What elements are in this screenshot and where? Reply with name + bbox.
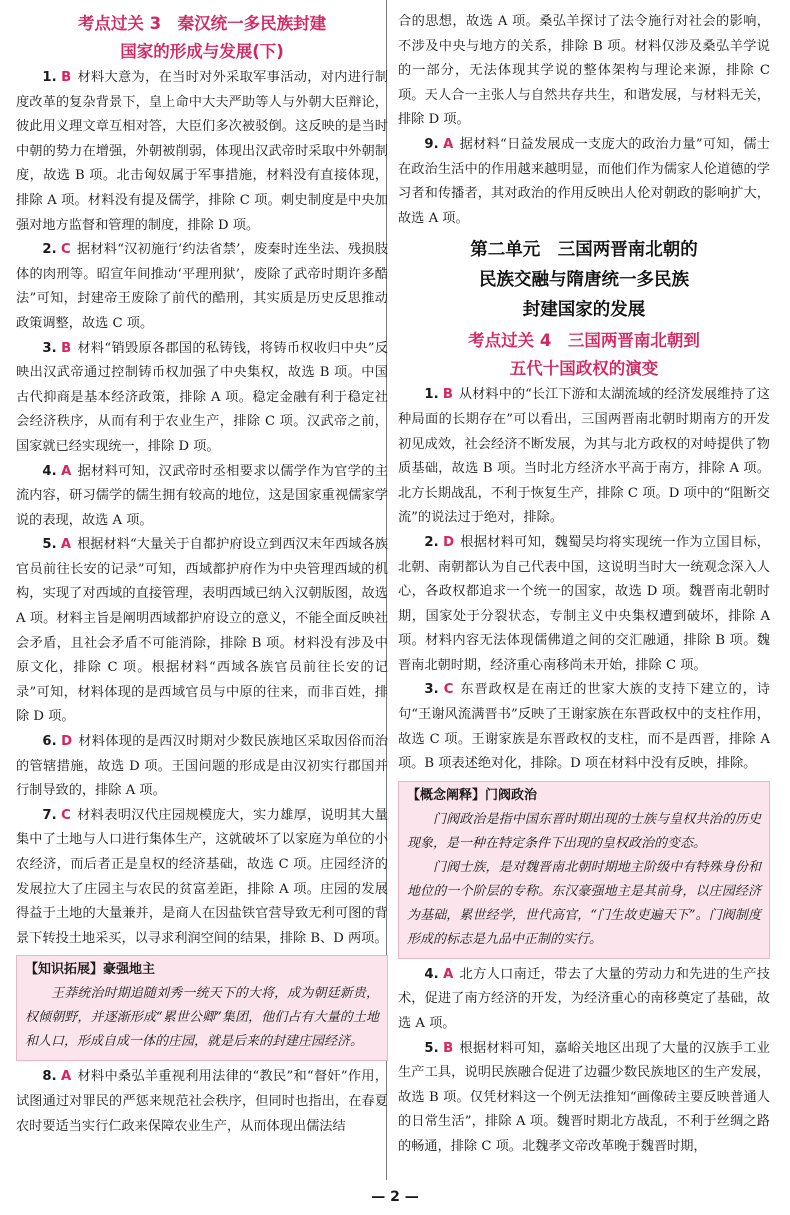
answer-item [16, 66, 388, 238]
item-number: 3. [42, 340, 57, 356]
item-number: 2. [424, 534, 439, 550]
answer-item [398, 1037, 770, 1160]
item-number: 9. [424, 136, 439, 152]
section-title-line: 考点过关 3 秦汉统一多民族封建 [77, 14, 327, 33]
knowledge-box [16, 955, 388, 1061]
explanation-text: 从材料中的“长江下游和太湖流域的经济发展维持了这种局面的长期存在”可以看出，三国两晋南北朝时期南方的开发初见成效，社会经济不断发展，为其与北方政权的对峙提供了物质基础，故选 B 项。当时北方经济水平高于南方，排除 A 项。北方长期战乱，不利于恢复生产，排除 C 项。D 项中的“阻断交流”的说法过于绝对，排除。 [398, 387, 770, 526]
answer-letter: A [61, 1069, 72, 1085]
section-title-line: 国家的形成与发展(下) [120, 42, 284, 61]
left-column [16, 10, 388, 1139]
section-title-line: 考点过关 4 三国两晋南北朝到 [468, 331, 700, 351]
explanation-text: 材料“销毁原各郡国的私铸钱，将铸币权收归中央”反映出汉武帝通过控制铸币权加强了中央集权，故选 B 项。中国古代抑商是基本经济政策，排除 A 项。稳定金融有利于稳定社会经济秩序，从而有利于农业生产，排除 C 项。汉武帝之前，国家就已经实现统一，排除 D 项。 [16, 340, 388, 454]
answer-item [16, 804, 388, 952]
item-number: 1. [424, 387, 439, 403]
box-body: 门阀政治是指中国东晋时期出现的士族与皇权共治的历史现象，是一种在特定条件下出现的皇权政治的变态。 [407, 811, 761, 851]
item-number: 5. [42, 537, 57, 553]
answer-letter: C [61, 807, 71, 823]
explanation-text: 材料表明汉代庄园规模庞大，实力雄厚，说明其大量集中了土地与人口进行集体生产，这就破坏了以家庭为单位的小农经济，而后者正是皇权的经济基础，故选 C 项。庄园经济的发展拉大了庄园主与农民的贫富差距，排除 A 项。庄园的发展得益于土地的大量兼并，是商人在因盐铁官营导致无利可图的背景下转投土地采买，以寻求利润空间的结果，排除 B、D 两项。 [16, 807, 388, 946]
explanation-text: 材料中桑弘羊重视利用法律的“教民”和“督奸”作用，试图通过对罪民的严惩来规范社会秩序，但同时也指出，在春夏农时要适当实行仁政来保障农业生产，从而体现出儒法结 [16, 1069, 388, 1134]
answer-letter: D [443, 534, 455, 550]
explanation-text: 据材料“日益发展成一支庞大的政治力量”可知，儒士在政治生活中的作用越来越明显，而他们作为儒家人伦道德的学习者和传播者，其对政治的作用反映出人伦对朝政的影响扩大，故选 A 项。 [398, 136, 770, 226]
answer-letter: A [443, 966, 454, 982]
answer-letter: A [61, 463, 72, 479]
item-number: 4. [42, 463, 57, 479]
item-number: 1. [42, 70, 57, 85]
explanation-text: 据材料可知，汉武帝时丞相要求以儒学作为官学的主流内容，研习儒学的儒生拥有较高的地位，这是国家重视儒家学说的表现，故选 A 项。 [16, 463, 388, 528]
answer-letter: B [443, 1040, 454, 1056]
continued-text: 合的思想，故选 A 项。桑弘羊探讨了法令施行对社会的影响，不涉及中央与地方的关系，排除 B 项。材料仅涉及桑弘羊学说的一部分，无法体现其学说的整体架构与理论来源，排除 C 项。天人合一主张人与自然共存共生，和谐发展，与材料无关，排除 D 项。 [398, 14, 770, 128]
box-heading: 【概念阐释】门阀政治 [407, 787, 538, 803]
answer-item [398, 963, 770, 1037]
section-title [398, 327, 770, 383]
explanation-text: 材料体现的是西汉时期对少数民族地区采取因俗而治的管辖措施，故选 D 项。王国问题的形成是由汉初实行郡国并行制导致的，排除 A 项。 [16, 734, 388, 799]
explanation-text: 东晋政权是在南迁的世家大族的支持下建立的，诗句“王谢风流满晋书”反映了王谢家族在东晋政权中的支柱作用，故选 C 项。王谢家族是东晋政权的支柱，而不是西晋，排除 A 项。B 项表述绝对化，排除。D 项在材料中没有反映，排除。 [398, 682, 770, 772]
explanation-text: 根据材料“大量关于自都护府设立到西汉末年西域各族官员前往长安的记录”可知，西域都护府作为中央管理西域的机构，实现了对西域的直接管理，表明西域已纳入汉朝版图，故选 A 项。材料主旨是阐明西域都护府设立的意义，不能全面反映社会矛盾，且社会矛盾不可能消除，排除 B 项。材料没有涉及中原文化，排除 C 项。根据材料“西域各族官员前往长安的记录”可知，材料体现的是西域官员与中原的往来，而非百姓，排除 D 项。 [16, 537, 388, 725]
answer-item [16, 730, 388, 804]
answer-item [398, 383, 770, 531]
answer-letter: B [61, 70, 72, 85]
unit-title [398, 235, 770, 325]
box-heading: 【知识拓展】豪强地主 [25, 962, 156, 978]
answer-letter: D [61, 734, 73, 750]
explanation-text: 据材料“汉初施行‘约法省禁’，废秦时连坐法、残损肢体的肉刑等。昭宣年间推动‘平理刑狱’，废除了武帝时期许多酷法”可知，封建帝王废除了前代的酷刑，其实质是历史反思推动政策调整，故选 C 项。 [16, 242, 388, 331]
right-column [398, 10, 770, 1160]
concept-box [398, 781, 770, 959]
explanation-text: 材料大意为，在当时对外采取军事活动，对内进行制度改革的复杂背景下，皇上命中大夫严助等人与外朝大臣辩论，彼此用义理文章互相对答，大臣们多次被驳倒。这反映的是当时中朝的势力在增强，外朝被削弱，体现出汉武帝时采取中外朝制度，故选 B 项。北击匈奴属于军事措施，材料没有直接体现，排除 A 项。材料没有提及儒学，排除 C 项。刺史制度是中央加强对地方监督和管理的制度，排除 D 项。 [16, 70, 388, 233]
unit-title-line: 封建国家的发展 [522, 300, 646, 321]
item-number: 2. [42, 242, 57, 258]
answer-letter: B [61, 340, 72, 356]
section-title-line: 五代十国政权的演变 [509, 359, 659, 379]
answer-letter: B [442, 387, 453, 403]
answer-item [16, 1065, 388, 1139]
item-number: 7. [42, 807, 57, 823]
explanation-text: 根据材料可知，嘉峪关地区出现了大量的汉族手工业生产工具，说明民族融合促进了边疆少数民族地区的生产发展，故选 B 项。仅凭材料这一个例无法推知“画像砖主要反映普通人的日常生活”，排除 A 项。魏晋时期北方战乱，不利于丝绸之路的畅通，排除 C 项。北魏孝文帝改革晚于魏晋时期， [398, 1040, 770, 1154]
item-number: 4. [424, 966, 439, 982]
answer-item [398, 678, 770, 776]
answer-letter: C [61, 242, 71, 258]
answer-item [398, 133, 770, 231]
answer-item [16, 337, 388, 460]
explanation-text: 根据材料可知，魏蜀吴均将实现统一作为立国目标，北朝、南朝都认为自己代表中国，这说明当时大一统观念深入人心，各政权都追求一个统一的国家，故选 D 项。魏晋南北朝时期，国家处于分裂状态，专制主义中央集权遭到破坏，排除 A 项。材料内容无法体现儒佛道之间的交汇融通，排除 B 项。魏晋南北朝时期，经济重心南移尚未开始，排除 C 项。 [398, 534, 770, 673]
section-title [16, 10, 388, 66]
box-body: 王莽统治时期追随刘秀一统天下的大将，成为朝廷新贵，权倾朝野，并逐渐形成“累世公卿”集团，他们占有大量的土地和人口，形成自成一体的庄园，就是后来的封建庄园经济。 [25, 986, 379, 1050]
explanation-text: 北方人口南迁，带去了大量的劳动力和先进的生产技术，促进了南方经济的开发，为经济重心的南移奠定了基础，故选 A 项。 [398, 966, 770, 1032]
answer-item [16, 238, 388, 336]
unit-title-line: 第二单元 三国两晋南北朝的 [470, 240, 698, 261]
page-number: — 2 — [371, 1189, 419, 1205]
item-number: 8. [42, 1069, 57, 1085]
answer-letter: A [60, 537, 72, 553]
answer-letter: A [443, 136, 454, 152]
item-number: 3. [424, 682, 439, 698]
answer-letter: C [443, 682, 454, 698]
box-body: 门阀士族，是对魏晋南北朝时期地主阶级中有特殊身份和地位的一个阶层的专称。东汉豪强地主是其前身，以庄园经济为基础，累世经学，世代高官，“门生故吏遍天下”。门阀制度形成的标志是九品中正制的实行。 [407, 859, 761, 947]
item-number: 5. [424, 1040, 439, 1056]
answer-item [16, 533, 388, 730]
unit-title-line: 民族交融与隋唐统一多民族 [479, 270, 689, 291]
answer-item [16, 460, 388, 534]
answer-item [398, 531, 770, 679]
item-number: 6. [42, 734, 57, 750]
